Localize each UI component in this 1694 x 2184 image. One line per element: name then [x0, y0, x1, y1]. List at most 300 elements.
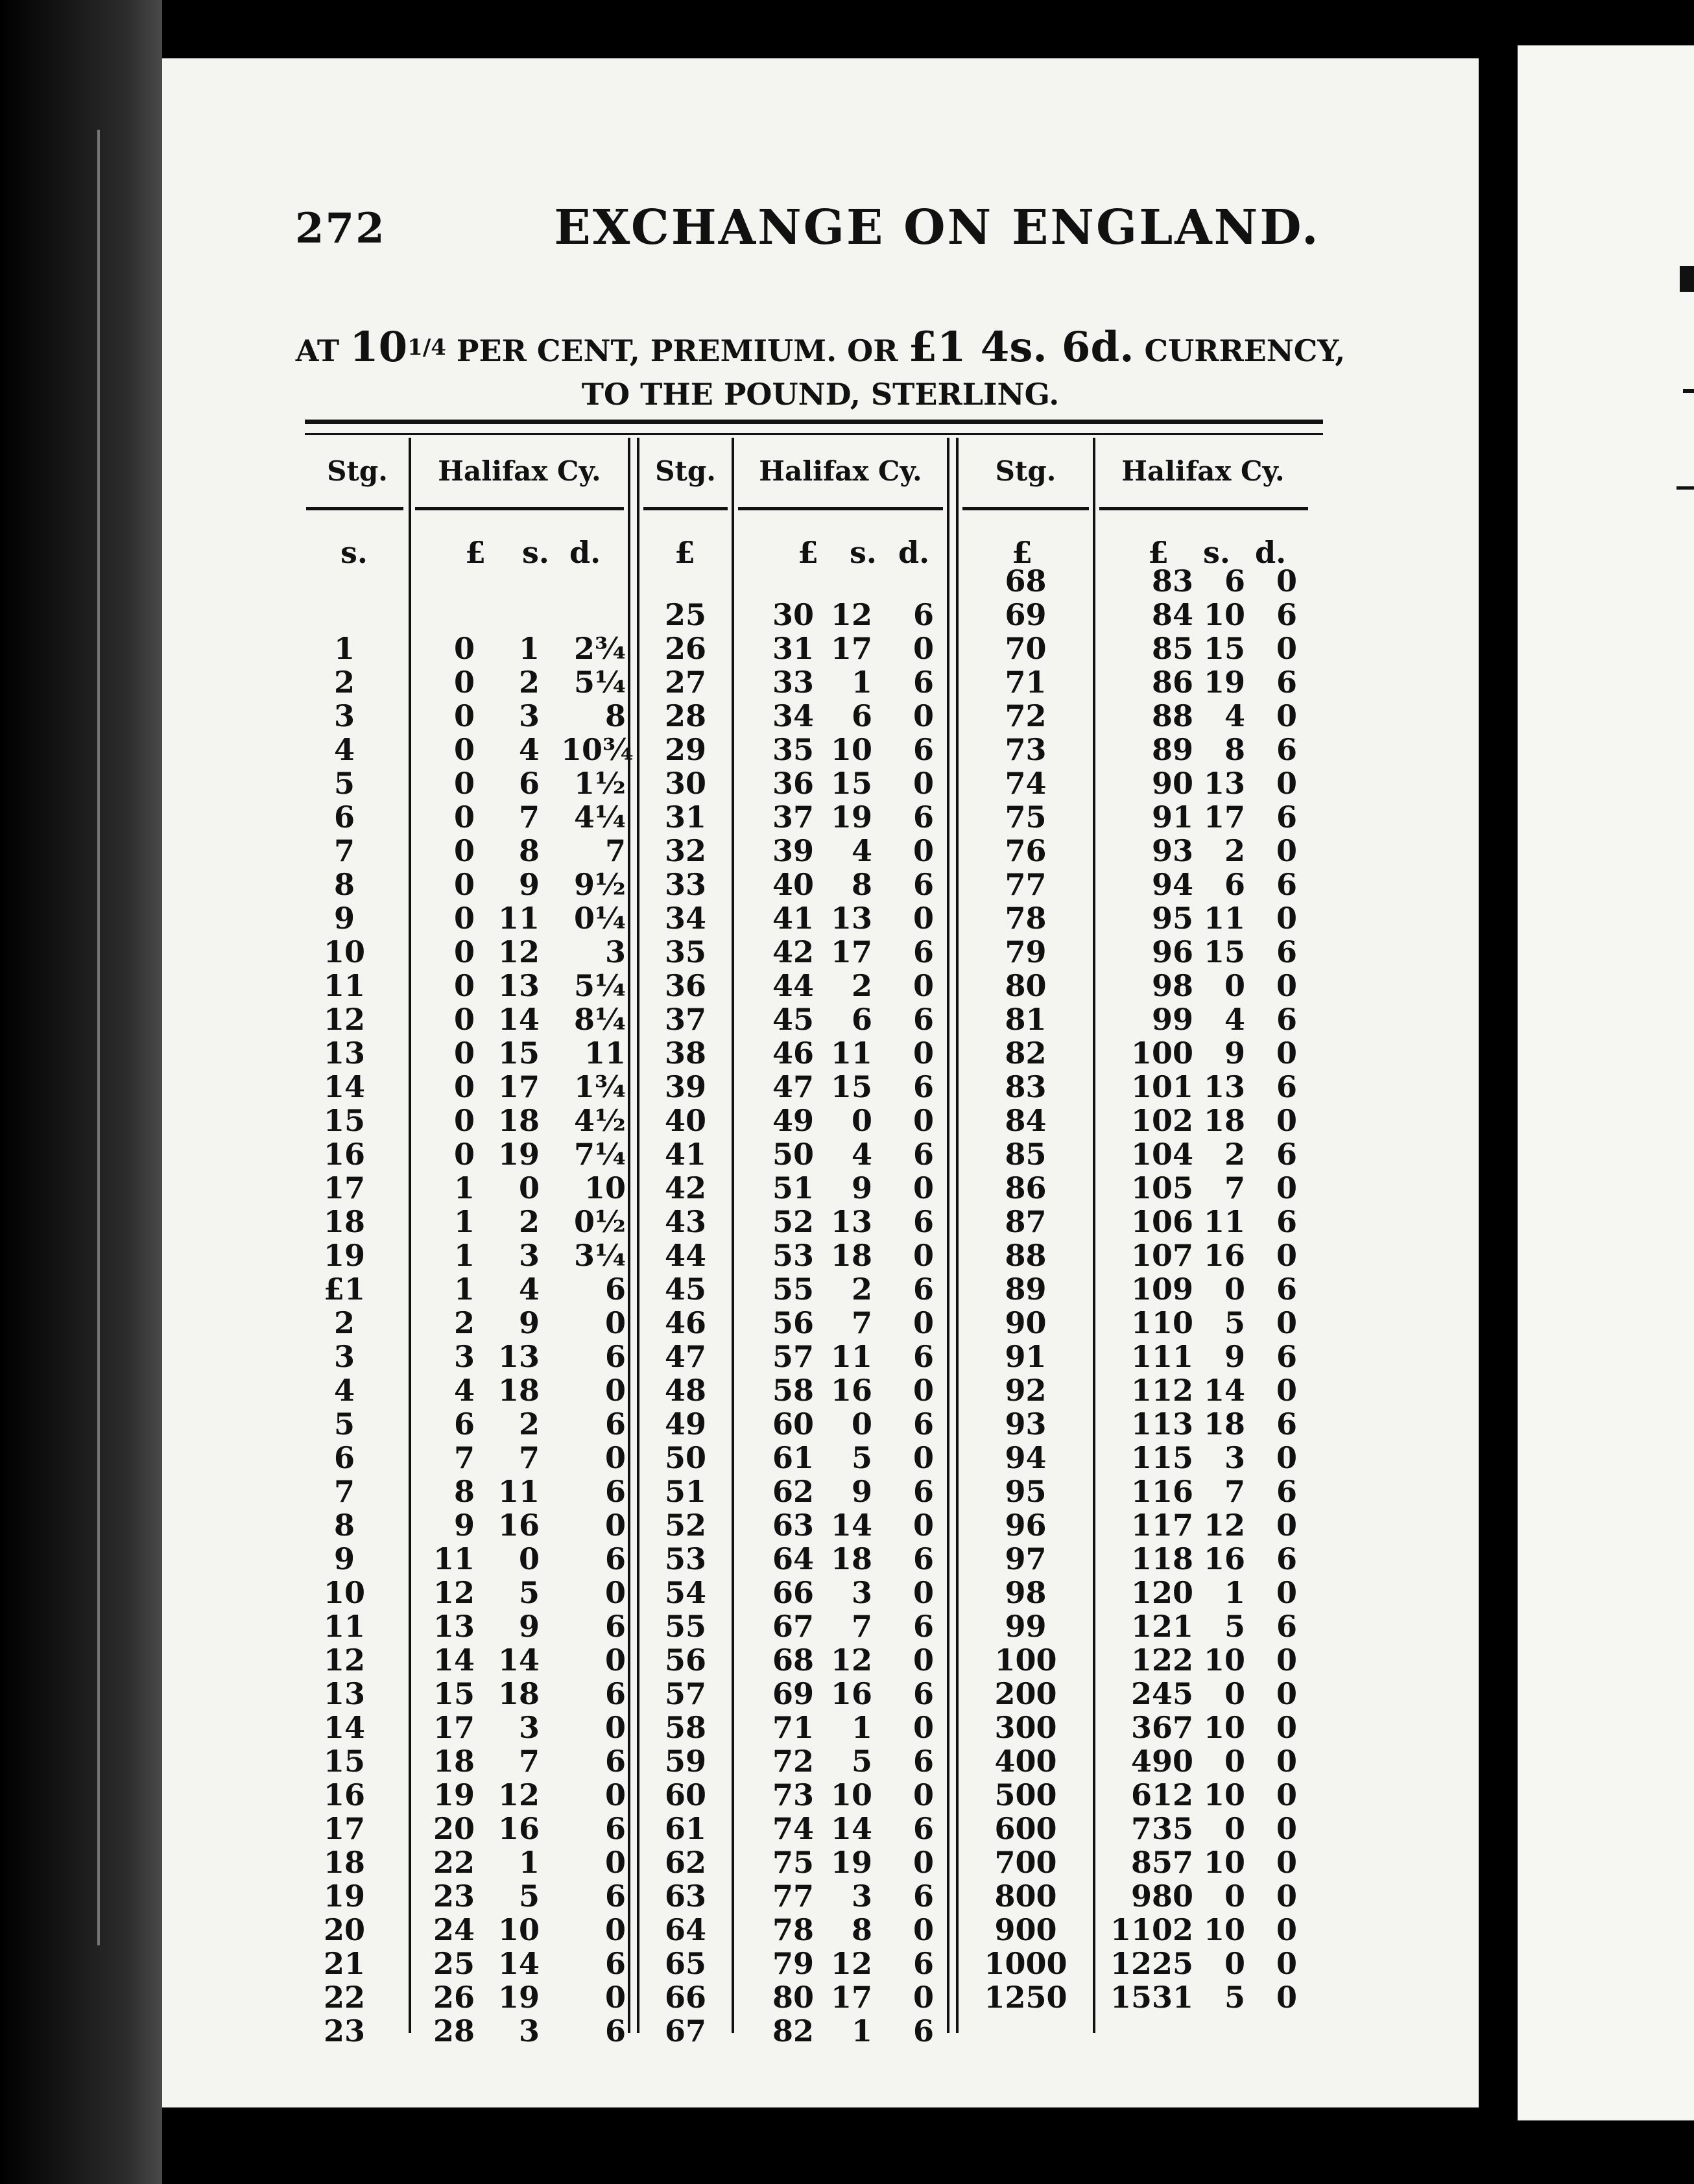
- col2-d-cell: 0: [913, 901, 934, 936]
- col2-stg-cell: 53: [664, 1541, 706, 1576]
- table-row: [162, 766, 1479, 800]
- col3-stg-cell: 98: [1005, 1575, 1047, 1610]
- table-row: [162, 2014, 1479, 2048]
- col2-s-cell: 5: [851, 1440, 872, 1475]
- col3-s-cell: 10: [1203, 597, 1245, 632]
- col2-stg-cell: 32: [664, 833, 706, 868]
- col2-s-cell: 2: [851, 1272, 872, 1307]
- col1-stg-cell: 5: [333, 1407, 355, 1442]
- col3-s-cell: 17: [1203, 800, 1245, 835]
- col2-l-cell: 46: [772, 1036, 814, 1071]
- col1-stg-cell: 23: [323, 2013, 365, 2048]
- col1-l-cell: 3: [453, 1339, 475, 1374]
- col2-l-cell: 34: [772, 698, 814, 733]
- col1-s-cell: 18: [497, 1373, 540, 1408]
- col3-l-cell: 91: [1151, 800, 1193, 835]
- col3-l-cell: 109: [1130, 1272, 1193, 1307]
- col3-l-cell: 100: [1130, 1036, 1193, 1071]
- col1-stg-cell: 6: [333, 1440, 355, 1475]
- col1-l-cell: 8: [453, 1474, 475, 1509]
- col1-s-cell: 16: [497, 1508, 540, 1543]
- col3-s-cell: 16: [1203, 1238, 1245, 1273]
- col3-d-cell: 0: [1276, 1980, 1297, 2015]
- unit-pence: d.: [1255, 535, 1287, 570]
- col2-stg-cell: 61: [664, 1811, 706, 1846]
- table-row: [162, 1879, 1479, 1913]
- col1-stg-cell: 12: [323, 1643, 365, 1678]
- col3-stg-cell: 400: [994, 1744, 1057, 1779]
- facing-page-edge: [1518, 45, 1694, 2120]
- col1-s-cell: 18: [497, 1103, 540, 1138]
- unit-shillings: s.: [522, 535, 549, 570]
- col2-stg-cell: 25: [664, 597, 706, 632]
- col3-stg-cell: 84: [1005, 1103, 1047, 1138]
- col1-d-cell: 6: [604, 1744, 626, 1779]
- col3-d-cell: 6: [1276, 1272, 1297, 1307]
- col3-stg-cell: 94: [1005, 1440, 1047, 1475]
- header-stg: Stg.: [655, 455, 716, 487]
- col1-l-cell: 0: [453, 1036, 475, 1071]
- unit-shillings: s.: [850, 535, 877, 570]
- col3-stg-cell: 93: [1005, 1407, 1047, 1442]
- col3-s-cell: 0: [1224, 1744, 1245, 1779]
- col2-d-cell: 6: [913, 800, 934, 835]
- col3-d-cell: 0: [1276, 1440, 1297, 1475]
- col3-l-cell: 105: [1130, 1170, 1193, 1205]
- col2-d-cell: 6: [913, 1069, 934, 1104]
- col1-s-cell: 9: [518, 1305, 540, 1340]
- col3-stg-cell: 85: [1005, 1137, 1047, 1172]
- table-row: [162, 1643, 1479, 1677]
- col1-l-cell: 2: [453, 1305, 475, 1340]
- col2-l-cell: 73: [772, 1777, 814, 1812]
- col1-d-cell: 4½: [574, 1103, 626, 1138]
- col2-l-cell: 80: [772, 1980, 814, 2015]
- col3-d-cell: 6: [1276, 665, 1297, 700]
- col2-stg-cell: 30: [664, 766, 706, 801]
- col2-s-cell: 6: [851, 1002, 872, 1037]
- col2-d-cell: 0: [913, 1373, 934, 1408]
- col2-d-cell: 0: [913, 1305, 934, 1340]
- table-row: [162, 733, 1479, 766]
- col2-l-cell: 45: [772, 1002, 814, 1037]
- col1-d-cell: 4¼: [574, 800, 626, 835]
- col2-d-cell: 6: [913, 1609, 934, 1644]
- col2-s-cell: 15: [830, 766, 872, 801]
- col1-s-cell: 18: [497, 1676, 540, 1711]
- col3-d-cell: 0: [1276, 1036, 1297, 1071]
- col2-s-cell: 1: [851, 1710, 872, 1745]
- col3-l-cell: 245: [1130, 1676, 1193, 1711]
- col2-d-cell: 6: [913, 2013, 934, 2048]
- col3-stg-cell: 70: [1005, 631, 1047, 666]
- col1-l-cell: 0: [453, 1069, 475, 1104]
- col1-stg-cell: 4: [333, 1373, 355, 1408]
- col1-s-cell: 2: [518, 1407, 540, 1442]
- col2-s-cell: 11: [830, 1339, 872, 1374]
- col1-d-cell: 2¾: [574, 631, 626, 666]
- col2-d-cell: 0: [913, 1036, 934, 1071]
- col3-stg-cell: 68: [1005, 564, 1047, 599]
- col2-d-cell: 0: [913, 1575, 934, 1610]
- col1-s-cell: 1: [518, 631, 540, 666]
- col2-stg-cell: 58: [664, 1710, 706, 1745]
- col1-stg-cell: 14: [323, 1710, 365, 1745]
- col1-l-cell: 13: [433, 1609, 475, 1644]
- col2-l-cell: 67: [772, 1609, 814, 1644]
- col1-stg-cell: 9: [333, 1541, 355, 1576]
- col3-s-cell: 0: [1224, 1946, 1245, 1981]
- col2-s-cell: 9: [851, 1474, 872, 1509]
- table-row: [162, 1609, 1479, 1643]
- col2-s-cell: 17: [830, 934, 872, 969]
- col2-l-cell: 44: [772, 968, 814, 1003]
- col3-d-cell: 0: [1276, 1912, 1297, 1947]
- col1-s-cell: 12: [497, 934, 540, 969]
- col1-l-cell: 1: [453, 1238, 475, 1273]
- col2-d-cell: 6: [913, 1002, 934, 1037]
- col2-l-cell: 68: [772, 1643, 814, 1678]
- col3-d-cell: 6: [1276, 800, 1297, 835]
- col2-l-cell: 47: [772, 1069, 814, 1104]
- col2-d-cell: 6: [913, 597, 934, 632]
- table-row: [162, 1407, 1479, 1441]
- col2-d-cell: 0: [913, 968, 934, 1003]
- col3-s-cell: 15: [1203, 631, 1245, 666]
- col2-s-cell: 3: [851, 1879, 872, 1914]
- unit-pounds-stg: £: [1012, 535, 1033, 570]
- col1-s-cell: 4: [518, 732, 540, 767]
- col2-l-cell: 41: [772, 901, 814, 936]
- col1-stg-cell: 14: [323, 1069, 365, 1104]
- table-row: [162, 800, 1479, 834]
- col1-d-cell: 0: [604, 1710, 626, 1745]
- col2-stg-cell: 37: [664, 1002, 706, 1037]
- col1-stg-cell: 11: [323, 968, 365, 1003]
- col2-stg-cell: 62: [664, 1845, 706, 1880]
- col3-s-cell: 19: [1203, 665, 1245, 700]
- col1-s-cell: 17: [497, 1069, 540, 1104]
- col1-l-cell: 1: [453, 1170, 475, 1205]
- col1-stg-cell: 20: [323, 1912, 365, 1947]
- col1-s-cell: 4: [518, 1272, 540, 1307]
- col1-s-cell: 13: [497, 1339, 540, 1374]
- table-row: [162, 1272, 1479, 1306]
- col1-d-cell: 10¾: [561, 732, 634, 767]
- col2-s-cell: 13: [830, 1204, 872, 1239]
- table-row: [162, 665, 1479, 699]
- col2-stg-cell: 36: [664, 968, 706, 1003]
- col2-d-cell: 6: [913, 1946, 934, 1981]
- col3-d-cell: 6: [1276, 934, 1297, 969]
- col2-l-cell: 35: [772, 732, 814, 767]
- col1-stg-cell: 10: [323, 1575, 365, 1610]
- col3-d-cell: 0: [1276, 1575, 1297, 1610]
- col2-stg-cell: 33: [664, 867, 706, 902]
- col3-l-cell: 94: [1151, 867, 1193, 902]
- col1-s-cell: 8: [518, 833, 540, 868]
- unit-pounds: £: [1148, 535, 1169, 570]
- col2-d-cell: 0: [913, 1777, 934, 1812]
- col3-d-cell: 6: [1276, 1474, 1297, 1509]
- col1-stg-cell: 8: [333, 1508, 355, 1543]
- col3-l-cell: 106: [1130, 1204, 1193, 1239]
- col3-s-cell: 16: [1203, 1541, 1245, 1576]
- col2-stg-cell: 45: [664, 1272, 706, 1307]
- col1-l-cell: 23: [433, 1879, 475, 1914]
- col3-l-cell: 980: [1130, 1879, 1193, 1914]
- col2-l-cell: 61: [772, 1440, 814, 1475]
- col1-s-cell: 19: [497, 1137, 540, 1172]
- col1-l-cell: 0: [453, 766, 475, 801]
- col3-stg-cell: 96: [1005, 1508, 1047, 1543]
- col1-stg-cell: 5: [333, 766, 355, 801]
- col3-d-cell: 0: [1276, 1946, 1297, 1981]
- col1-s-cell: 14: [497, 1946, 540, 1981]
- col3-s-cell: 4: [1224, 698, 1245, 733]
- header-rule: [962, 507, 1089, 510]
- col1-stg-cell: £1: [323, 1272, 365, 1307]
- col1-stg-cell: 11: [323, 1609, 365, 1644]
- col1-stg-cell: 2: [333, 1305, 355, 1340]
- col3-stg-cell: 99: [1005, 1609, 1047, 1644]
- table-row: [162, 1306, 1479, 1340]
- col3-d-cell: 6: [1276, 1339, 1297, 1374]
- col1-l-cell: 11: [433, 1541, 475, 1576]
- col1-stg-cell: 19: [323, 1238, 365, 1273]
- table-row: [162, 1744, 1479, 1778]
- col1-d-cell: 0: [604, 1305, 626, 1340]
- col1-l-cell: 14: [433, 1643, 475, 1678]
- col3-l-cell: 857: [1130, 1845, 1193, 1880]
- col1-d-cell: 0: [604, 1643, 626, 1678]
- col3-s-cell: 10: [1203, 1777, 1245, 1812]
- col3-d-cell: 0: [1276, 1811, 1297, 1846]
- table-row: [162, 868, 1479, 901]
- col3-d-cell: 0: [1276, 968, 1297, 1003]
- col3-stg-cell: 90: [1005, 1305, 1047, 1340]
- table-subtitle: [289, 323, 1352, 412]
- col2-l-cell: 78: [772, 1912, 814, 1947]
- col2-d-cell: 6: [913, 1137, 934, 1172]
- col1-s-cell: 0: [518, 1541, 540, 1576]
- col3-s-cell: 3: [1224, 1440, 1245, 1475]
- subtitle-at: AT: [295, 333, 340, 368]
- unit-pence: d.: [898, 535, 930, 570]
- table-row: [162, 1846, 1479, 1879]
- col3-stg-cell: 300: [994, 1710, 1057, 1745]
- col2-d-cell: 6: [913, 1474, 934, 1509]
- col1-l-cell: 17: [433, 1710, 475, 1745]
- subtitle-text-mid: PER CENT, PREMIUM. OR: [456, 333, 898, 368]
- col1-stg-cell: 3: [333, 698, 355, 733]
- col1-d-cell: 6: [604, 1609, 626, 1644]
- unit-shillings-stg: s.: [340, 535, 368, 570]
- col1-s-cell: 6: [518, 766, 540, 801]
- col2-s-cell: 10: [830, 732, 872, 767]
- col3-stg-cell: 71: [1005, 665, 1047, 700]
- col2-stg-cell: 46: [664, 1305, 706, 1340]
- col2-stg-cell: 63: [664, 1879, 706, 1914]
- col1-l-cell: 0: [453, 968, 475, 1003]
- col2-s-cell: 5: [851, 1744, 872, 1779]
- col1-stg-cell: 13: [323, 1676, 365, 1711]
- col3-d-cell: 0: [1276, 1777, 1297, 1812]
- table-row: [162, 1576, 1479, 1609]
- col3-s-cell: 18: [1203, 1103, 1245, 1138]
- table-row: [162, 1070, 1479, 1104]
- col1-d-cell: 8: [604, 698, 626, 733]
- col2-d-cell: 0: [913, 1440, 934, 1475]
- col2-l-cell: 56: [772, 1305, 814, 1340]
- col3-s-cell: 0: [1224, 968, 1245, 1003]
- col2-stg-cell: 39: [664, 1069, 706, 1104]
- col2-l-cell: 39: [772, 833, 814, 868]
- col2-stg-cell: 31: [664, 800, 706, 835]
- col2-l-cell: 72: [772, 1744, 814, 1779]
- col3-d-cell: 0: [1276, 631, 1297, 666]
- col2-stg-cell: 29: [664, 732, 706, 767]
- col1-stg-cell: 10: [323, 934, 365, 969]
- col1-stg-cell: 12: [323, 1002, 365, 1037]
- col3-l-cell: 122: [1130, 1643, 1193, 1678]
- table-row: [162, 1205, 1479, 1239]
- col1-s-cell: 12: [497, 1777, 540, 1812]
- col2-stg-cell: 60: [664, 1777, 706, 1812]
- col2-l-cell: 50: [772, 1137, 814, 1172]
- col3-d-cell: 0: [1276, 564, 1297, 599]
- table-row: [162, 1239, 1479, 1272]
- col1-s-cell: 3: [518, 1238, 540, 1273]
- col2-d-cell: 0: [913, 766, 934, 801]
- col1-d-cell: 6: [604, 1879, 626, 1914]
- col2-stg-cell: 40: [664, 1103, 706, 1138]
- col2-stg-cell: 42: [664, 1170, 706, 1205]
- col3-l-cell: 95: [1151, 901, 1193, 936]
- col3-s-cell: 10: [1203, 1845, 1245, 1880]
- col2-d-cell: 0: [913, 698, 934, 733]
- col1-d-cell: 3: [604, 934, 626, 969]
- col1-d-cell: 7: [604, 833, 626, 868]
- col1-d-cell: 5¼: [574, 665, 626, 700]
- col3-stg-cell: 91: [1005, 1339, 1047, 1374]
- col1-stg-cell: 6: [333, 800, 355, 835]
- col2-l-cell: 74: [772, 1811, 814, 1846]
- col3-l-cell: 113: [1130, 1407, 1193, 1442]
- col2-s-cell: 12: [830, 597, 872, 632]
- col2-stg-cell: 54: [664, 1575, 706, 1610]
- col3-l-cell: 367: [1130, 1710, 1193, 1745]
- col1-l-cell: 26: [433, 1980, 475, 2015]
- col1-s-cell: 14: [497, 1002, 540, 1037]
- col3-s-cell: 12: [1203, 1508, 1245, 1543]
- col2-stg-cell: 44: [664, 1238, 706, 1273]
- col3-l-cell: 1225: [1110, 1946, 1193, 1981]
- col3-l-cell: 120: [1130, 1575, 1193, 1610]
- table-row: [162, 1947, 1479, 1980]
- col2-d-cell: 0: [913, 1980, 934, 2015]
- col2-s-cell: 4: [851, 1137, 872, 1172]
- col1-s-cell: 3: [518, 1710, 540, 1745]
- header-stg: Stg.: [995, 455, 1056, 487]
- col1-l-cell: 7: [453, 1440, 475, 1475]
- col3-stg-cell: 700: [994, 1845, 1057, 1880]
- col2-stg-cell: 50: [664, 1440, 706, 1475]
- col1-l-cell: 0: [453, 833, 475, 868]
- col3-stg-cell: 87: [1005, 1204, 1047, 1239]
- col3-stg-cell: 86: [1005, 1170, 1047, 1205]
- col1-stg-cell: 15: [323, 1103, 365, 1138]
- col3-l-cell: 83: [1151, 564, 1193, 599]
- col3-stg-cell: 88: [1005, 1238, 1047, 1273]
- col2-s-cell: 14: [830, 1811, 872, 1846]
- table-row: [162, 1441, 1479, 1475]
- spine-edge: [97, 130, 100, 1945]
- col3-s-cell: 0: [1224, 1811, 1245, 1846]
- col2-l-cell: 66: [772, 1575, 814, 1610]
- col1-s-cell: 9: [518, 867, 540, 902]
- col3-l-cell: 735: [1130, 1811, 1193, 1846]
- top-rule-thick: [305, 420, 1323, 424]
- col3-stg-cell: 82: [1005, 1036, 1047, 1071]
- top-rule-thin: [305, 433, 1323, 435]
- col1-stg-cell: 16: [323, 1137, 365, 1172]
- col1-stg-cell: 15: [323, 1744, 365, 1779]
- col1-d-cell: 0: [604, 1777, 626, 1812]
- col1-l-cell: 15: [433, 1676, 475, 1711]
- col2-d-cell: 6: [913, 665, 934, 700]
- col2-l-cell: 53: [772, 1238, 814, 1273]
- col1-d-cell: 0½: [574, 1204, 626, 1239]
- col1-s-cell: 0: [518, 1170, 540, 1205]
- col2-d-cell: 0: [913, 1238, 934, 1273]
- col3-l-cell: 101: [1130, 1069, 1193, 1104]
- col3-d-cell: 6: [1276, 732, 1297, 767]
- table-row: [162, 1104, 1479, 1137]
- col3-s-cell: 10: [1203, 1912, 1245, 1947]
- table-row: [162, 1778, 1479, 1812]
- col3-d-cell: 0: [1276, 1845, 1297, 1880]
- col1-s-cell: 7: [518, 1440, 540, 1475]
- table-row: [162, 1340, 1479, 1373]
- unit-pounds: £: [465, 535, 486, 570]
- col3-l-cell: 112: [1130, 1373, 1193, 1408]
- col2-stg-cell: 38: [664, 1036, 706, 1071]
- col2-l-cell: 37: [772, 800, 814, 835]
- col1-stg-cell: 17: [323, 1170, 365, 1205]
- header-rule: [643, 507, 728, 510]
- col2-d-cell: 0: [913, 1912, 934, 1947]
- col2-s-cell: 18: [830, 1238, 872, 1273]
- col2-d-cell: 6: [913, 1744, 934, 1779]
- col1-d-cell: 0: [604, 1845, 626, 1880]
- col1-l-cell: 4: [453, 1373, 475, 1408]
- col3-l-cell: 1102: [1110, 1912, 1193, 1947]
- col2-s-cell: 19: [830, 1845, 872, 1880]
- col2-l-cell: 82: [772, 2013, 814, 2048]
- col1-d-cell: 0: [604, 1912, 626, 1947]
- col1-stg-cell: 7: [333, 1474, 355, 1509]
- col3-d-cell: 0: [1276, 833, 1297, 868]
- col1-stg-cell: 8: [333, 867, 355, 902]
- col2-l-cell: 31: [772, 631, 814, 666]
- table-row: [162, 935, 1479, 969]
- col1-d-cell: 9½: [574, 867, 626, 902]
- col1-s-cell: 1: [518, 1845, 540, 1880]
- header-stg: Stg.: [327, 455, 388, 487]
- col2-s-cell: 6: [851, 698, 872, 733]
- col1-l-cell: 0: [453, 1002, 475, 1037]
